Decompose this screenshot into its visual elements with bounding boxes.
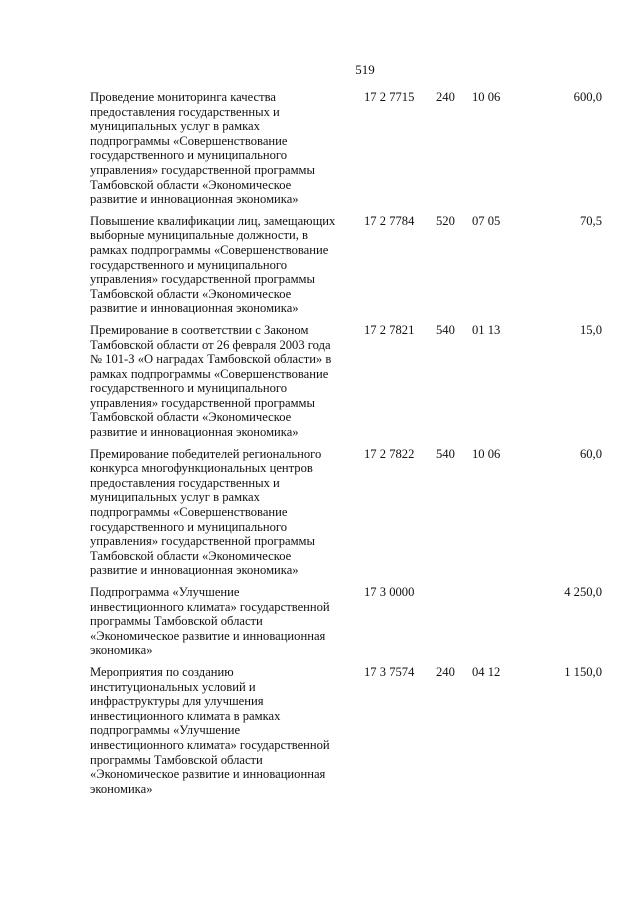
row-amount: 15,0 [579,322,602,337]
row-section-code: 01 13 [472,322,501,337]
row-section-code: 07 05 [472,213,501,228]
row-amount: 600,0 [573,90,602,104]
row-description: Премирование победителей регионального конкурса многофункциональных центров предоставления государственных и муниципальных услуг в рамках подпрограммы «Совершенствование государственного и муниципального управления» государственной программы Тамбовской области «Экономическое развитие и инновационная экономика» [90,446,322,578]
row-description: Премирование в соответствии с Законом Тамбовской области от 26 февраля 2003 года № 101-З «О наградах Тамбовской области» в рамках подпрограммы «Совершенствование государственного и муниципального управления» государственной программы Тамбовской области «Экономическое развитие и инновационная экономика» [90,322,332,440]
row-expense-type: 520 [436,213,455,228]
row-amount: 4 250,0 [564,585,602,599]
row-target-code: 17 2 7715 [364,90,415,104]
row-target-code: 17 2 7784 [364,213,415,228]
row-description: Подпрограмма «Улучшение инвестиционного климата» государственной программы Тамбовской области «Экономическое развитие и инновационная экономика» [90,585,330,658]
row-amount: 70,5 [579,213,602,228]
table-row [90,585,602,658]
row-target-code: 17 2 7821 [364,322,415,337]
row-amount: 1 150,0 [564,664,602,679]
row-expense-type: 540 [436,322,455,337]
row-description: Повышение квалификации лиц, замещающих выборные муниципальные должности, в рамках подпрограммы «Совершенствование государственного и муниципального управления» государственной программы Тамбовской области «Экономическое развитие и инновационная экономика» [90,213,336,316]
table-row [90,447,602,578]
row-target-code: 17 3 0000 [364,585,415,599]
table-row [90,665,602,796]
row-expense-type: 240 [436,90,455,104]
row-description: Мероприятия по созданию институциональных условий и инфраструктуры для улучшения инвестиционного климата в рамках подпрограммы «Улучшение инвестиционного климата» государственной программы Тамбовской области «Экономическое развитие и инновационная экономика» [90,664,330,796]
table-row [90,90,602,207]
row-expense-type: 240 [436,664,455,679]
row-description: Проведение мониторинга качества предоставления государственных и муниципальных услуг в рамках подпрограммы «Совершенствование государственного и муниципального управления» государственной программы Тамбовской области «Экономическое развитие и инновационная экономика» [90,90,315,207]
table-row [90,323,602,440]
row-target-code: 17 2 7822 [364,446,415,461]
row-section-code: 04 12 [472,664,501,679]
budget-table [90,90,602,803]
row-amount: 60,0 [579,446,602,461]
table-row [90,214,602,316]
row-expense-type: 540 [436,446,455,461]
row-section-code: 10 06 [472,90,501,104]
row-section-code: 10 06 [472,446,501,461]
page-number: 519 [355,62,375,77]
row-target-code: 17 3 7574 [364,664,415,679]
